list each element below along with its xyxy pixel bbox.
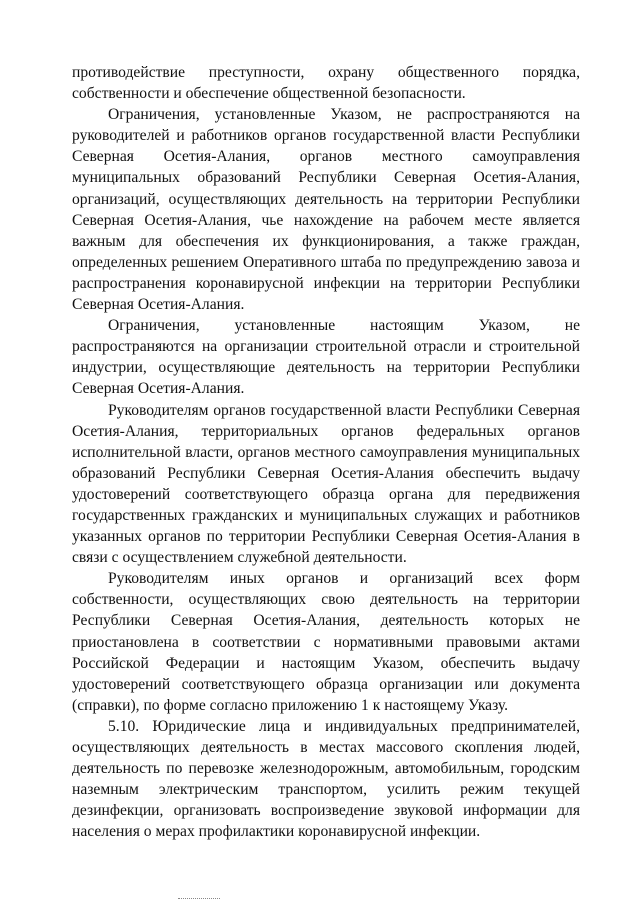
paragraph: противодействие преступности, охрану общественного порядка, собственности и обеспечение общественной безопасности.: [72, 64, 580, 103]
paragraph: Руководителям иных органов и организаций всех форм собственности, осуществляющих свою деятельность на территории Республики Северная Осетия-Алания, деятельность которых не приостановлена в соответствии с нормативными правовыми актами Российской Федерации и настоящим Указом, обеспечить выдачу удостоверений соответствующего образца организации или документа (справки), по форме согласно приложению 1 к настоящему Указу.: [72, 570, 580, 714]
document-page: [72, 62, 580, 842]
paragraph: Руководителям органов государственной власти Республики Северная Осетия-Алания, территориальных органов федеральных органов исполнительной власти, органов местного самоуправления муниципальных образований Республики Северная Осетия-Алания обеспечить выдачу удостоверений соответствующего образца органа для передвижения государственных гражданских и муниципальных служащих и работников указанных органов по территории Республики Северная Осетия-Алания в связи с осуществлением служебной деятельности.: [72, 401, 580, 567]
paragraph: Ограничения, установленные Указом, не распространяются на руководителей и работников органов государственной власти Республики Северная Осетия-Алания, органов местного самоуправления муниципальных образований Республики Северная Осетия-Алания, организаций, осуществляющих деятельность на территории Республики Северная Осетия-Алания, чье нахождение на рабочем месте является важным для обеспечения их функционирования, а также граждан, определенных решением Оперативного штаба по предупреждению завоза и распространения коронавирусной инфекции на территории Республики Северная Осетия-Алания.: [72, 106, 580, 314]
paragraph: 5.10. Юридические лица и индивидуальных предпринимателей, осуществляющих деятельность в местах массового скопления людей, деятельность по перевозке железнодорожным, автомобильным, городским наземным электрическим транспортом, усилить режим текущей дезинфекции, организовать воспроизведение звуковой информации для населения о мерах профилактики коронавирусной инфекции.: [72, 717, 580, 841]
paragraph: Ограничения, установленные настоящим Указом, не распространяются на организации строительной отрасли и строительной индустрии, осуществляющие деятельность на территории Республики Северная Осетия-Алания.: [72, 317, 580, 398]
scan-artifact-line: [178, 898, 220, 899]
